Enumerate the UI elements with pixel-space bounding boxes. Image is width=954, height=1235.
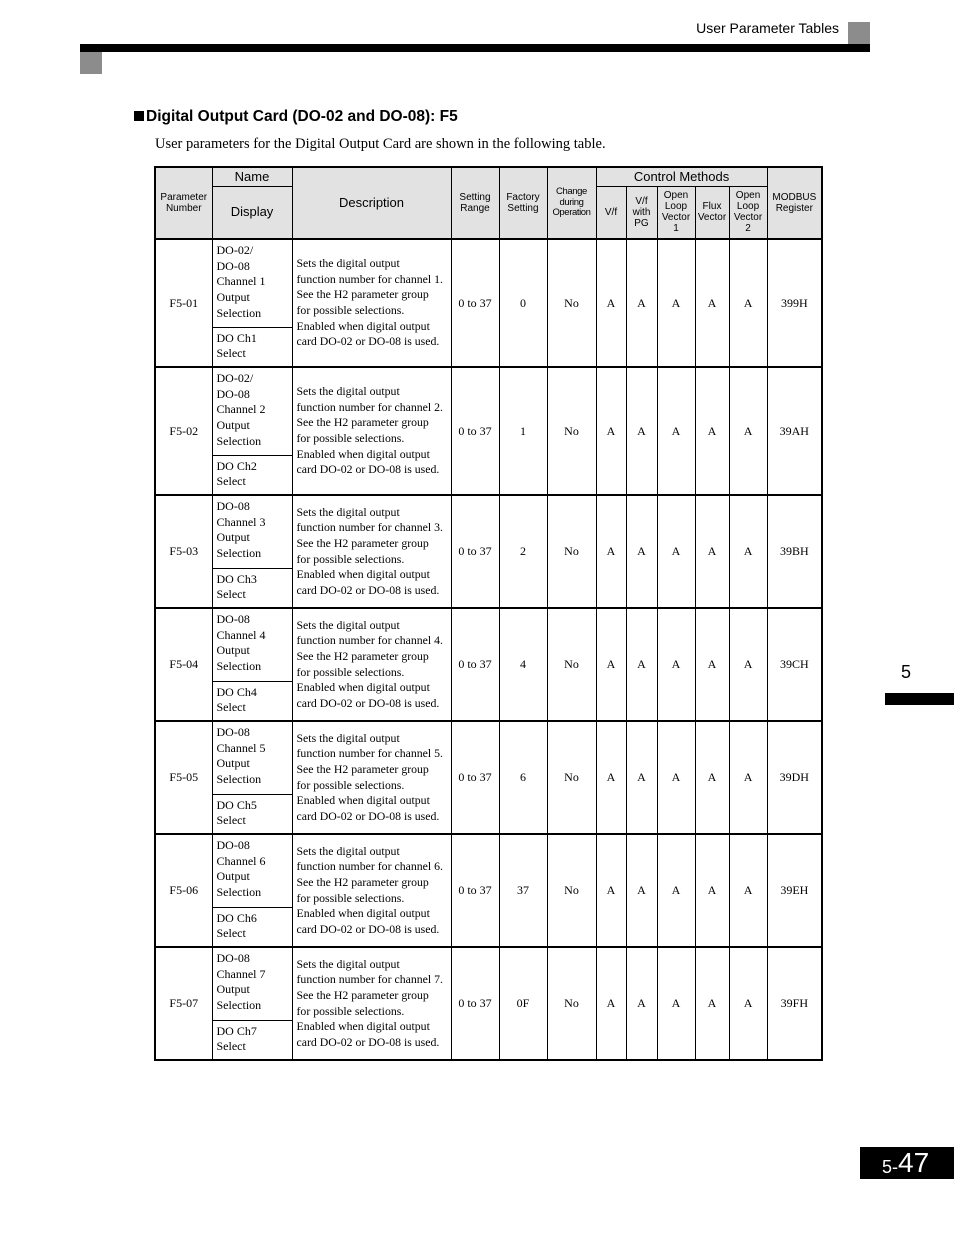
factory-setting-cell: 6 xyxy=(499,721,547,834)
square-bullet-icon xyxy=(134,111,144,121)
parameter-number-cell: F5-04 xyxy=(155,608,212,721)
header-modbus-register: MODBUS Register xyxy=(767,167,822,239)
page-prefix: 5- xyxy=(882,1157,899,1177)
control-method-cell: A xyxy=(596,495,626,608)
setting-range-cell: 0 to 37 xyxy=(451,239,499,367)
control-method-cell: A xyxy=(695,947,729,1060)
setting-range-cell: 0 to 37 xyxy=(451,721,499,834)
header-method: Open Loop Vector 2 xyxy=(729,186,767,239)
control-method-cell: A xyxy=(626,608,657,721)
modbus-register-cell: 39EH xyxy=(767,834,822,947)
table-row xyxy=(155,721,822,794)
header-square xyxy=(848,22,870,44)
control-method-cell: A xyxy=(695,367,729,495)
control-method-cell: A xyxy=(626,834,657,947)
section-title-text: Digital Output Card (DO-02 and DO-08): F5 xyxy=(146,108,458,125)
control-method-cell: A xyxy=(626,367,657,495)
control-method-cell: A xyxy=(695,608,729,721)
intro-paragraph: User parameters for the Digital Output Card are shown in the following table. xyxy=(155,136,606,152)
header-method: V/f xyxy=(596,186,626,239)
display-cell: DO Ch5 Select xyxy=(212,794,292,834)
control-method-cell: A xyxy=(626,947,657,1060)
control-method-cell: A xyxy=(657,495,695,608)
modbus-register-cell: 39DH xyxy=(767,721,822,834)
control-method-cell: A xyxy=(695,721,729,834)
control-method-cell: A xyxy=(596,947,626,1060)
control-method-cell: A xyxy=(626,495,657,608)
header-method: Open Loop Vector 1 xyxy=(657,186,695,239)
chapter-tab-number: 5 xyxy=(901,662,912,682)
header-change-during-operation: Change during Operation xyxy=(547,167,596,239)
setting-range-cell: 0 to 37 xyxy=(451,608,499,721)
setting-range-cell: 0 to 37 xyxy=(451,834,499,947)
control-method-cell: A xyxy=(657,721,695,834)
control-method-cell: A xyxy=(729,367,767,495)
control-method-cell: A xyxy=(695,239,729,367)
description-cell: Sets the digital output function number for channel 2. See the H2 parameter group for possible selections. Enabled when digital output card DO-02 or DO-08 is used. xyxy=(292,367,451,495)
name-cell: DO-08 Channel 5 Output Selection xyxy=(212,721,292,794)
name-cell: DO-02/ DO-08 Channel 2 Output Selection xyxy=(212,367,292,455)
control-method-cell: A xyxy=(596,608,626,721)
control-method-cell: A xyxy=(729,721,767,834)
name-cell: DO-08 Channel 6 Output Selection xyxy=(212,834,292,907)
header-description: Description xyxy=(292,167,451,239)
control-method-cell: A xyxy=(657,367,695,495)
parameter-number-cell: F5-05 xyxy=(155,721,212,834)
section-heading xyxy=(134,108,458,126)
modbus-register-cell: 39CH xyxy=(767,608,822,721)
header-rule xyxy=(80,44,870,52)
display-cell: DO Ch2 Select xyxy=(212,455,292,495)
factory-setting-cell: 0F xyxy=(499,947,547,1060)
factory-setting-cell: 4 xyxy=(499,608,547,721)
control-method-cell: A xyxy=(729,834,767,947)
control-method-cell: A xyxy=(695,495,729,608)
page-number-box xyxy=(860,1147,954,1179)
display-cell: DO Ch7 Select xyxy=(212,1020,292,1060)
name-cell: DO-08 Channel 7 Output Selection xyxy=(212,947,292,1020)
setting-range-cell: 0 to 37 xyxy=(451,495,499,608)
modbus-register-cell: 39AH xyxy=(767,367,822,495)
header-method: V/f with PG xyxy=(626,186,657,239)
change-during-operation-cell: No xyxy=(547,367,596,495)
description-cell: Sets the digital output function number for channel 5. See the H2 parameter group for possible selections. Enabled when digital output card DO-02 or DO-08 is used. xyxy=(292,721,451,834)
header-setting-range: Setting Range xyxy=(451,167,499,239)
table-row xyxy=(155,495,822,568)
change-during-operation-cell: No xyxy=(547,608,596,721)
description-cell: Sets the digital output function number for channel 1. See the H2 parameter group for possible selections. Enabled when digital output card DO-02 or DO-08 is used. xyxy=(292,239,451,367)
control-method-cell: A xyxy=(729,947,767,1060)
change-during-operation-cell: No xyxy=(547,495,596,608)
control-method-cell: A xyxy=(729,495,767,608)
parameter-number-cell: F5-03 xyxy=(155,495,212,608)
name-cell: DO-02/ DO-08 Channel 1 Output Selection xyxy=(212,239,292,327)
change-during-operation-cell: No xyxy=(547,721,596,834)
control-method-cell: A xyxy=(657,834,695,947)
display-cell: DO Ch4 Select xyxy=(212,681,292,721)
change-during-operation-cell: No xyxy=(547,834,596,947)
control-method-cell: A xyxy=(657,947,695,1060)
table-row xyxy=(155,947,822,1020)
display-cell: DO Ch6 Select xyxy=(212,907,292,947)
table-row xyxy=(155,239,822,327)
name-cell: DO-08 Channel 3 Output Selection xyxy=(212,495,292,568)
table-row xyxy=(155,834,822,907)
name-cell: DO-08 Channel 4 Output Selection xyxy=(212,608,292,681)
display-cell: DO Ch3 Select xyxy=(212,568,292,608)
control-method-cell: A xyxy=(596,721,626,834)
description-cell: Sets the digital output function number for channel 6. See the H2 parameter group for possible selections. Enabled when digital output card DO-02 or DO-08 is used. xyxy=(292,834,451,947)
factory-setting-cell: 37 xyxy=(499,834,547,947)
running-header: User Parameter Tables xyxy=(696,20,839,36)
chapter-tab-bar xyxy=(885,693,954,705)
factory-setting-cell: 0 xyxy=(499,239,547,367)
control-method-cell: A xyxy=(626,721,657,834)
setting-range-cell: 0 to 37 xyxy=(451,367,499,495)
control-method-cell: A xyxy=(657,239,695,367)
setting-range-cell: 0 to 37 xyxy=(451,947,499,1060)
control-method-cell: A xyxy=(657,608,695,721)
modbus-register-cell: 39FH xyxy=(767,947,822,1060)
header-control-methods: Control Methods xyxy=(596,167,767,186)
header-parameter-number: Parameter Number xyxy=(155,167,212,239)
table-row xyxy=(155,608,822,681)
header-factory-setting: Factory Setting xyxy=(499,167,547,239)
control-method-cell: A xyxy=(729,239,767,367)
control-method-cell: A xyxy=(695,834,729,947)
control-method-cell: A xyxy=(626,239,657,367)
header-method: Flux Vector xyxy=(695,186,729,239)
header-display: Display xyxy=(212,186,292,239)
modbus-register-cell: 399H xyxy=(767,239,822,367)
control-method-cell: A xyxy=(596,834,626,947)
description-cell: Sets the digital output function number for channel 4. See the H2 parameter group for possible selections. Enabled when digital output card DO-02 or DO-08 is used. xyxy=(292,608,451,721)
parameter-number-cell: F5-01 xyxy=(155,239,212,367)
header-name: Name xyxy=(212,167,292,186)
description-cell: Sets the digital output function number for channel 7. See the H2 parameter group for possible selections. Enabled when digital output card DO-02 or DO-08 is used. xyxy=(292,947,451,1060)
display-cell: DO Ch1 Select xyxy=(212,327,292,367)
change-during-operation-cell: No xyxy=(547,239,596,367)
table-row xyxy=(155,367,822,455)
modbus-register-cell: 39BH xyxy=(767,495,822,608)
description-cell: Sets the digital output function number for channel 3. See the H2 parameter group for possible selections. Enabled when digital output card DO-02 or DO-08 is used. xyxy=(292,495,451,608)
control-method-cell: A xyxy=(596,239,626,367)
parameter-table xyxy=(154,166,823,1061)
control-method-cell: A xyxy=(596,367,626,495)
page-number: 47 xyxy=(898,1147,930,1178)
change-during-operation-cell: No xyxy=(547,947,596,1060)
margin-square xyxy=(80,52,102,74)
factory-setting-cell: 2 xyxy=(499,495,547,608)
parameter-number-cell: F5-06 xyxy=(155,834,212,947)
control-method-cell: A xyxy=(729,608,767,721)
parameter-number-cell: F5-02 xyxy=(155,367,212,495)
factory-setting-cell: 1 xyxy=(499,367,547,495)
parameter-number-cell: F5-07 xyxy=(155,947,212,1060)
